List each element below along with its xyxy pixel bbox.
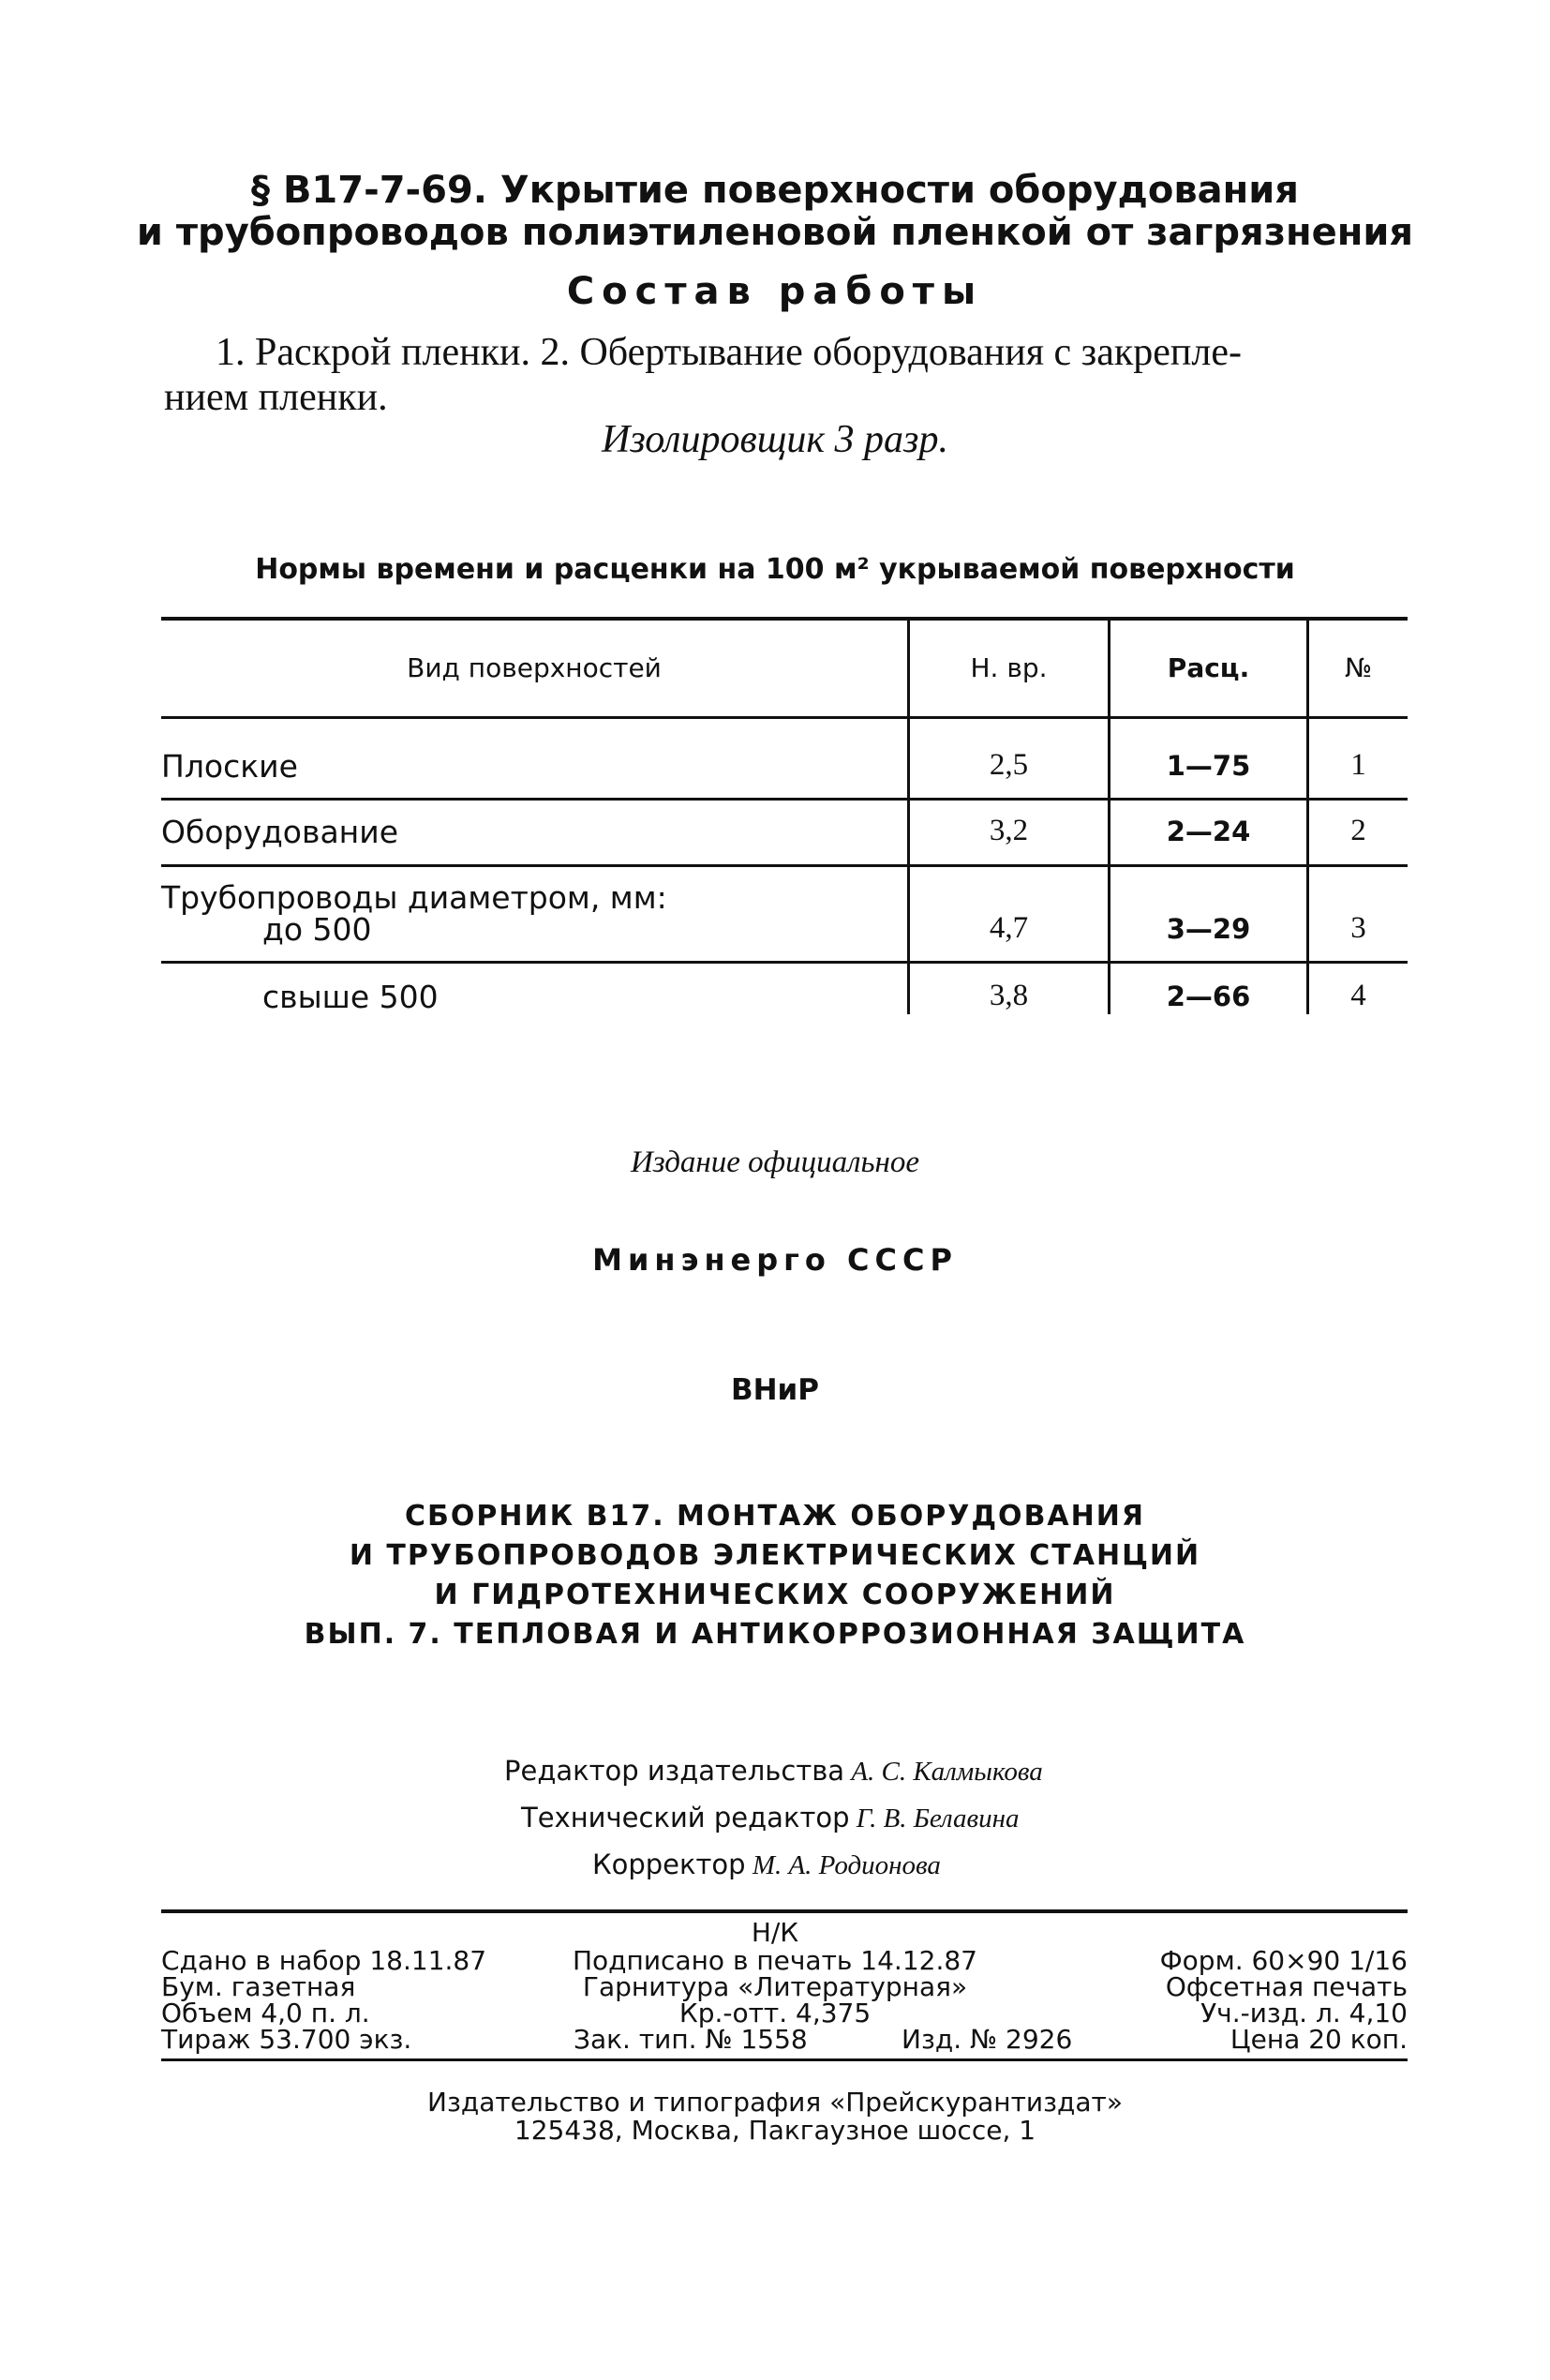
publisher-address: 125438, Москва, Пакгаузное шоссе, 1 xyxy=(514,2115,1036,2146)
staff-name: Г. В. Белавина xyxy=(856,1804,1020,1834)
table-row-number: 4 xyxy=(1350,979,1366,1012)
imprint-order-number: Зак. тип. № 1558 xyxy=(574,2024,808,2055)
worker-grade: Изолировщик 3 разр. xyxy=(602,418,948,461)
staff-name: М. А. Родионова xyxy=(752,1850,941,1880)
collection-title-line: И ГИДРОТЕХНИЧЕСКИХ СООРУЖЕНИЙ xyxy=(434,1579,1116,1611)
staff-line xyxy=(521,1802,1020,1834)
table-row-name: Плоские xyxy=(161,748,298,785)
work-composition-line1: 1. Раскрой пленки. 2. Обертывание оборудования с закрепле- xyxy=(216,331,1242,374)
imprint-top-rule xyxy=(161,1909,1408,1913)
imprint-bottom-rule xyxy=(161,2058,1408,2061)
staff-line xyxy=(504,1755,1043,1788)
table-row-time: 3,2 xyxy=(989,814,1029,847)
table-row-time: 2,5 xyxy=(989,748,1029,782)
table-row-subname: до 500 xyxy=(262,911,372,948)
table-row-number: 1 xyxy=(1350,748,1366,782)
section-title-line1: § В17-7-69. Укрытие поверхности оборудования xyxy=(251,169,1299,212)
imprint-middle-line: Кр.-отт. 4,375 xyxy=(678,1998,872,2028)
staff-role: Технический редактор xyxy=(521,1802,850,1834)
imprint-right-line: Уч.-изд. л. 4,10 xyxy=(1200,1998,1408,2028)
publisher-name: Издательство и типография «Прейскурантиздат» xyxy=(427,2087,1123,2118)
header-time-norm: Н. вр. xyxy=(970,652,1048,683)
imprint-middle-line: Подписано в печать 14.12.87 xyxy=(573,1945,977,1976)
table-header-rule xyxy=(161,716,1408,719)
table-row-rule xyxy=(161,961,1408,964)
staff-role: Корректор xyxy=(592,1849,746,1880)
imprint-left-line: Тираж 53.700 экз. xyxy=(161,2024,412,2055)
header-number: № xyxy=(1344,652,1373,683)
header-rate: Расц. xyxy=(1167,652,1250,683)
table-row-name: Трубопроводы диаметром, мм: xyxy=(161,879,667,916)
imprint-right-line: Форм. 60×90 1/16 xyxy=(1159,1945,1408,1976)
table-row-number: 3 xyxy=(1350,911,1366,945)
official-edition-note: Издание официальное xyxy=(630,1145,920,1179)
table-row-rule xyxy=(161,798,1408,801)
org-name: ВНиР xyxy=(730,1373,819,1407)
collection-title-line: И ТРУБОПРОВОДОВ ЭЛЕКТРИЧЕСКИХ СТАНЦИЙ xyxy=(349,1539,1201,1572)
imprint-middle-line: Гарнитура «Литературная» xyxy=(582,1971,968,2002)
staff-name: А. С. Калмыкова xyxy=(851,1757,1043,1787)
table-row-rate: 2—24 xyxy=(1166,816,1251,847)
table-row-rule xyxy=(161,864,1408,867)
staff-line xyxy=(592,1849,941,1881)
table-row-rate: 1—75 xyxy=(1166,750,1251,782)
imprint-left-line: Бум. газетная xyxy=(161,1971,356,2002)
collection-title-line: ВЫП. 7. ТЕПЛОВАЯ И АНТИКОРРОЗИОННАЯ ЗАЩИТА xyxy=(304,1618,1246,1651)
work-composition-line2: нием пленки. xyxy=(164,376,388,419)
work-composition-heading: Состав работы xyxy=(566,270,984,313)
imprint-right-line: Офсетная печать xyxy=(1165,1971,1408,2002)
table-row-rate: 3—29 xyxy=(1166,913,1251,945)
imprint-left-line: Сдано в набор 18.11.87 xyxy=(161,1945,487,1976)
imprint-edition-number: Изд. № 2926 xyxy=(902,2024,1073,2055)
imprint-right-line: Цена 20 коп. xyxy=(1230,2024,1408,2055)
table-row-time: 3,8 xyxy=(989,979,1029,1012)
table-top-rule xyxy=(161,617,1408,621)
section-title-line2: и трубопроводов полиэтиленовой пленкой от загрязнения xyxy=(136,211,1414,254)
table-row-time: 4,7 xyxy=(989,911,1029,945)
table-row-name: свыше 500 xyxy=(262,979,439,1015)
norm-table-caption: Нормы времени и расценки на 100 м² укрываемой поверхности xyxy=(255,553,1295,586)
collection-title-line: СБОРНИК В17. МОНТАЖ ОБОРУДОВАНИЯ xyxy=(405,1500,1145,1533)
imprint-left-line: Объем 4,0 п. л. xyxy=(161,1998,370,2028)
staff-role: Редактор издательства xyxy=(504,1755,845,1787)
table-row-name: Оборудование xyxy=(161,814,398,850)
header-surface-type: Вид поверхностей xyxy=(407,652,662,683)
table-row-rate: 2—66 xyxy=(1166,980,1251,1012)
ministry-name: Минэнерго СССР xyxy=(592,1242,958,1278)
table-row-number: 2 xyxy=(1350,814,1366,847)
print-code: Н/К xyxy=(751,1917,799,1948)
